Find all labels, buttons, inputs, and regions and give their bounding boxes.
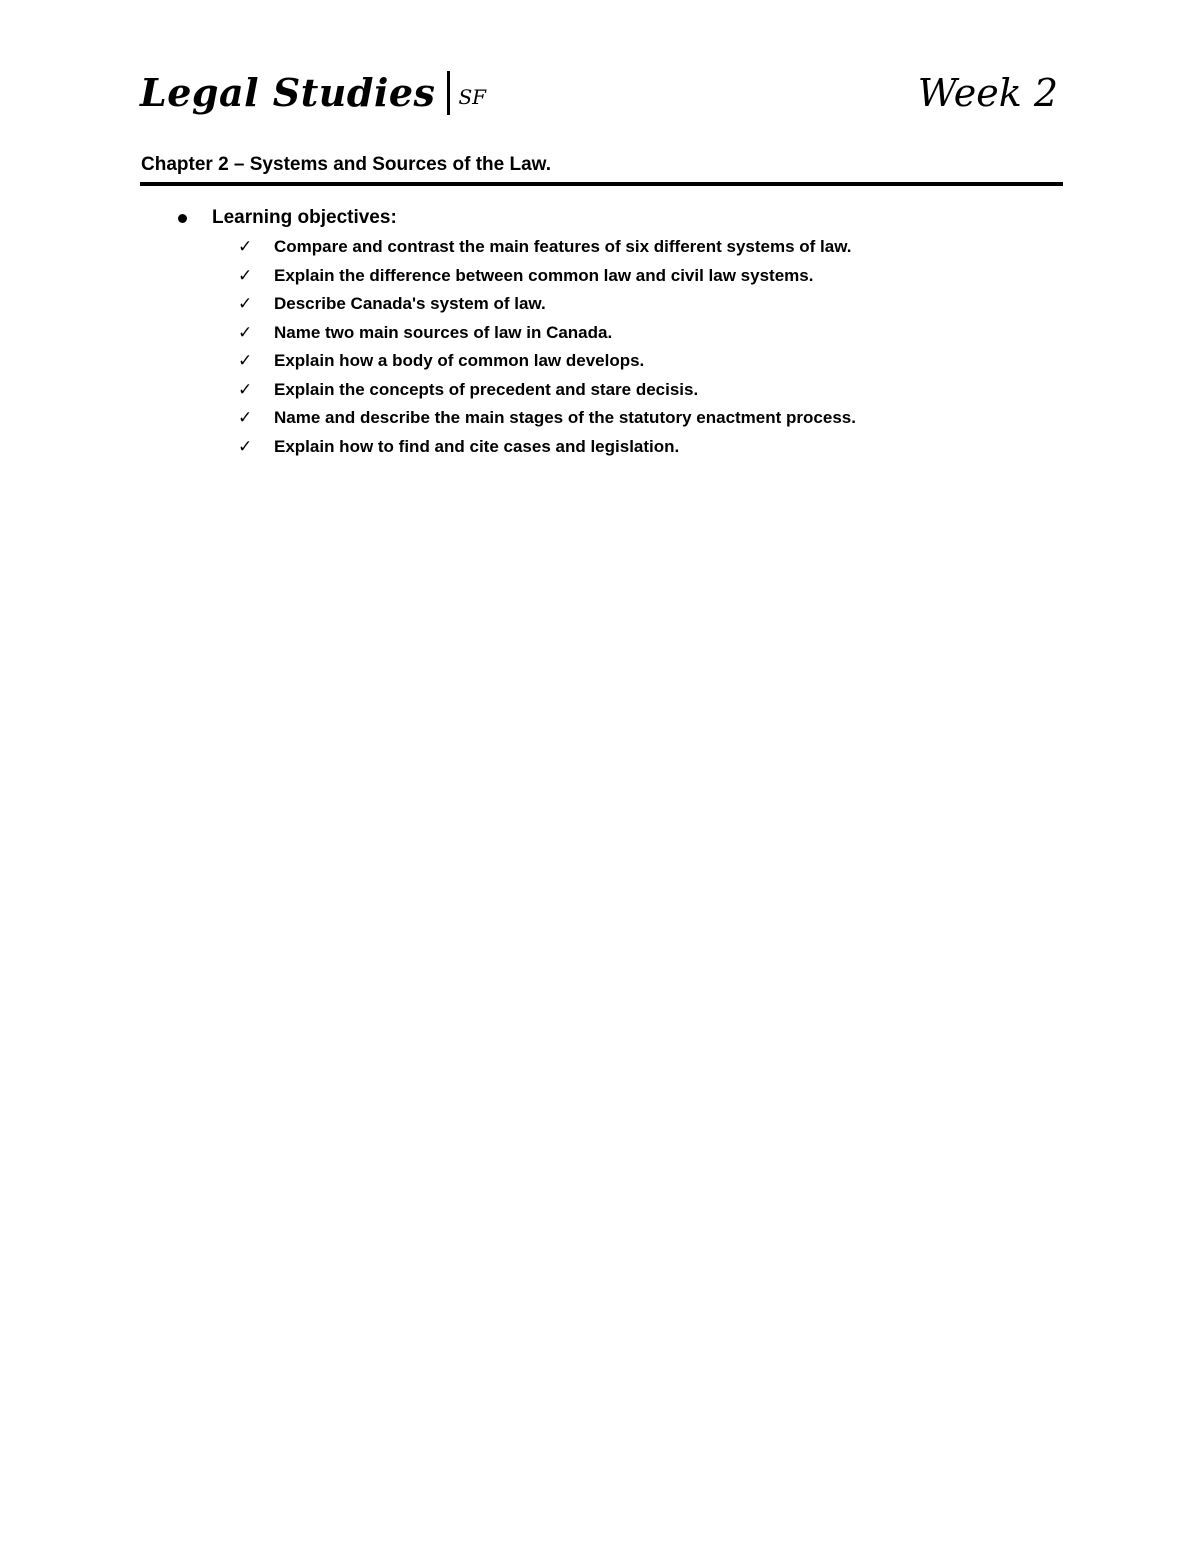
learning-objectives-section [172, 203, 1052, 461]
header-title-group [140, 62, 486, 124]
list-item [238, 404, 1052, 433]
learning-objectives-label: Learning objectives: [212, 207, 397, 228]
title-separator [447, 71, 450, 115]
list-item [238, 262, 1052, 291]
learning-objectives-bullet [172, 203, 1052, 233]
checkmark-icon: ✓ [238, 265, 253, 286]
author-initials: SF [458, 85, 487, 109]
objective-text: Compare and contrast the main features of six different systems of law. [274, 237, 852, 257]
checkmark-icon: ✓ [238, 351, 253, 372]
heading-rule [140, 182, 1063, 186]
week-label: Week 2 [917, 71, 1058, 115]
list-item [238, 233, 1052, 262]
checkmark-icon: ✓ [238, 322, 253, 343]
objective-text: Explain how to find and cite cases and legislation. [274, 436, 680, 456]
document-title: Legal Studies [140, 70, 436, 115]
objective-text: Explain the concepts of precedent and stare decisis. [274, 379, 699, 399]
checkmark-icon: ✓ [238, 436, 253, 457]
list-item [238, 290, 1052, 319]
list-item [238, 319, 1052, 348]
checkmark-icon: ✓ [238, 237, 253, 258]
checkmark-icon: ✓ [238, 408, 253, 429]
checkmark-icon: ✓ [238, 294, 253, 315]
objective-text: Name two main sources of law in Canada. [274, 322, 613, 342]
list-item [238, 347, 1052, 376]
objectives-list [172, 233, 1052, 461]
objective-text: Explain the difference between common law and civil law systems. [274, 265, 814, 285]
objective-text: Explain how a body of common law develops. [274, 351, 645, 371]
list-item [238, 433, 1052, 462]
checkmark-icon: ✓ [238, 379, 253, 400]
page-header [140, 62, 1062, 124]
chapter-heading: Chapter 2 – Systems and Sources of the Law. [141, 154, 552, 175]
bullet-dot-icon [178, 214, 187, 223]
objective-text: Describe Canada's system of law. [274, 294, 546, 314]
list-item [238, 376, 1052, 405]
objective-text: Name and describe the main stages of the statutory enactment process. [274, 408, 856, 428]
